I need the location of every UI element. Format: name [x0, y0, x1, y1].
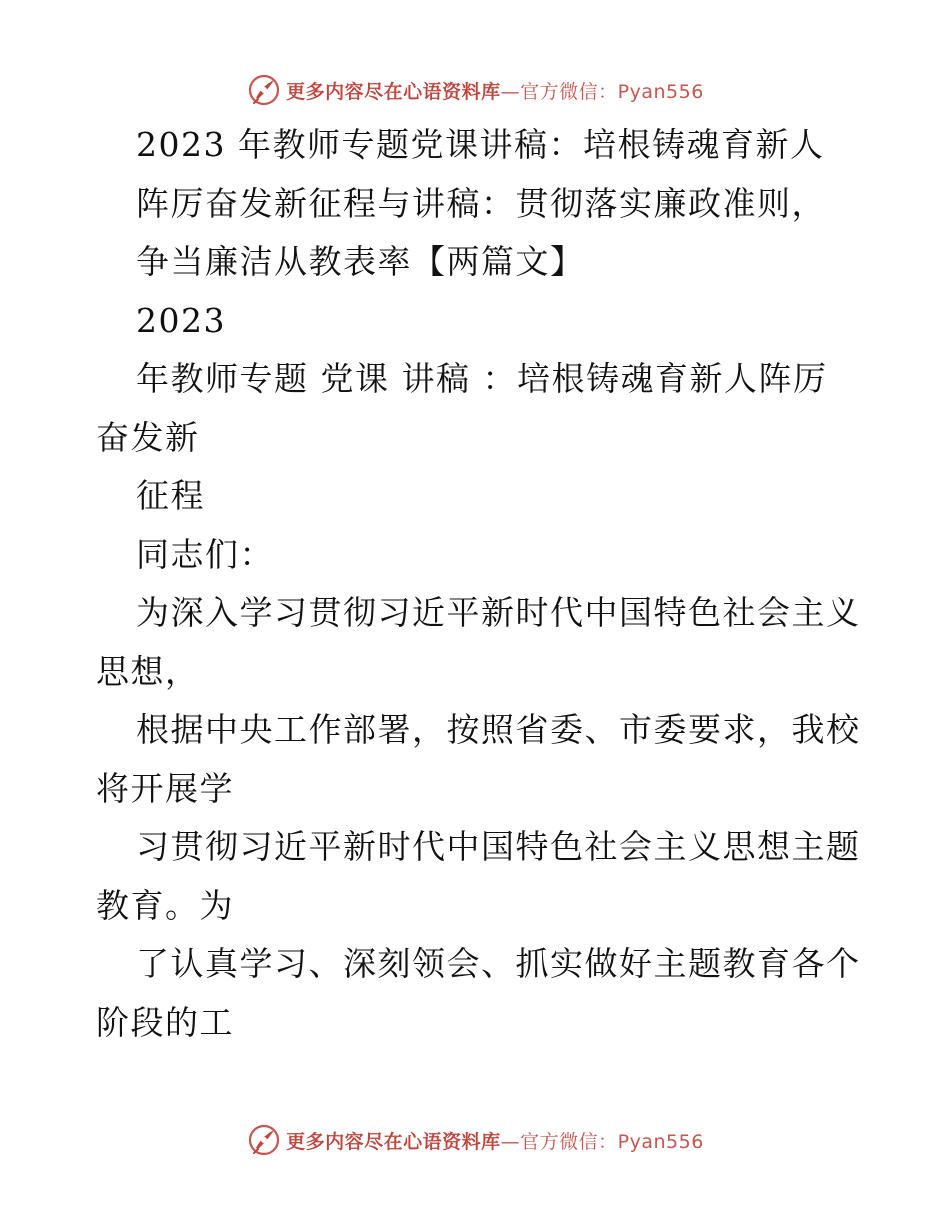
header-watermark: [0, 70, 950, 110]
watermark-text: [286, 1127, 704, 1154]
document-line: 阵厉奋发新征程与讲稿：贯彻落实廉政准则，: [136, 183, 826, 223]
document-line: 思想，: [96, 651, 200, 691]
document-line: 为深入学习贯彻习近平新时代中国特色社会主义: [136, 593, 861, 632]
document-line: 2023 年教师专题党课讲稿：培根铸魂育新人: [136, 125, 825, 164]
document-line: 征程: [136, 476, 205, 515]
document-line: 争当廉洁从教表率【两篇文】: [136, 242, 585, 281]
document-line: 2023: [136, 300, 226, 340]
watermark-text: [286, 77, 704, 104]
document-body: [96, 116, 861, 1052]
document-line: 阶段的工: [96, 1002, 234, 1042]
document-line: 同志们：: [136, 534, 274, 574]
footer-watermark: [0, 1120, 950, 1160]
document-line: 了认真学习、深刻领会、抓实做好主题教育各个: [136, 944, 861, 983]
document-line: 教育。为: [96, 885, 234, 925]
document-line: 将开展学: [96, 768, 234, 808]
watermark-site-name: 更多内容尽在心语资料库: [286, 80, 501, 103]
watermark-contact: 官方微信：Pyan556: [520, 1130, 704, 1153]
document-line: 年教师专题 党课 讲稿 ：培根铸魂育新人阵厉: [136, 359, 828, 398]
watermark-contact: 官方微信：Pyan556: [520, 80, 704, 103]
document-line: 根据中央工作部署，按照省委、市委要求，我校: [136, 710, 861, 749]
watermark-site-name: 更多内容尽在心语资料库: [286, 1130, 501, 1153]
quill-pen-logo-icon: [246, 72, 282, 108]
document-line: 习贯彻习近平新时代中国特色社会主义思想主题: [136, 827, 861, 866]
watermark-dash: —: [500, 1130, 521, 1153]
quill-pen-logo-icon: [246, 1122, 282, 1158]
watermark-dash: —: [500, 80, 521, 103]
document-line: 奋发新: [96, 417, 200, 457]
